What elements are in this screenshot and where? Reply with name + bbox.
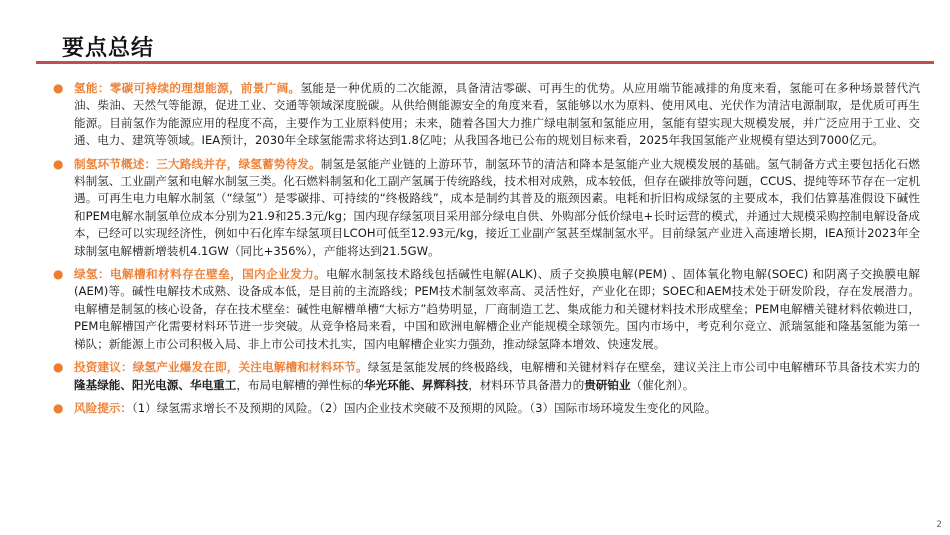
bullet-text: （1）绿氢需求增长不及预期的风险。（2）国内企业技术突破不及预期的风险。（3）国际市场环境发生变化的风险。 xyxy=(131,400,717,415)
page-number: 2 xyxy=(936,520,942,530)
bullet-heading: 绿氢：电解槽和材料存在壁垒，国内企业发力。 xyxy=(74,267,327,282)
flexible-stocks: 华光环能、昇辉科技 xyxy=(363,377,469,392)
bullet-dot-icon: ● xyxy=(53,81,64,95)
page-title: 要点总结 xyxy=(62,36,155,61)
bullet-green-hydrogen xyxy=(52,266,920,353)
bullet-hydrogen-production xyxy=(52,156,920,260)
bullet-text: 制氢是氢能产业链的上游环节，制氢环节的清洁和降本是氢能产业大规模发展的基础。氢气制备方式主要包括化石燃料制氢、工业副产氢和电解水制氢三类。化石燃料制氢和化工副产氢属于传统路线，技术相对成熟，成本较低，但存在碳排放等问题，CCUS、提纯等环节存在一定机遇。可再生电力电解水制氢（“绿氢”）是零碳排、可持续的“终极路线”，成本是制约其普及的瓶颈因素。电耗和折旧构成绿氢的主要成本，我们估算基准假设下碱性和PEM电解水制氢单位成本分别为21.9和25.3元/kg；国内现存绿氢项目采用部分绿电自供、外购部分低价绿电+长时运营的模式，并通过大规模采购控制电解设备成本，已经可以实现经济性，例如中石化库车绿氢项目LCOH可低至12.93元/kg，接近工业副产氢甚至煤制氢水平。目前绿氢产业进入高速增长期，IEA预计2023年全球制氢电解槽新增装机4.1GW（同比+356%），产能将达到21.5GW。 xyxy=(74,156,920,258)
bullet-hydrogen-energy xyxy=(52,80,920,150)
bullet-text: ，布局电解槽的弹性标的 xyxy=(236,377,364,392)
bullet-dot-icon: ● xyxy=(53,267,64,282)
bullet-heading: 风险提示： xyxy=(74,400,132,415)
recommended-stocks: 隆基绿能、阳光电源、华电重工 xyxy=(74,377,237,392)
bullet-dot-icon: ● xyxy=(53,360,64,375)
bullet-risk-warning xyxy=(52,400,920,417)
summary-list xyxy=(52,80,920,423)
bullet-heading: 投资建议：绿氢产业爆发在即，关注电解槽和材料环节。 xyxy=(74,360,368,375)
bullet-text: （催化剂）。 xyxy=(630,377,695,392)
bullet-text: ，材料环节具备潜力的 xyxy=(468,377,585,392)
bullet-text: 氢能是一种优质的二次能源，具备清洁零碳、可再生的优势。从应用端节能减排的角度来看，氢能可在多种场景替代汽油、柴油、天然气等能源，促进工业、交通等领域深度脱碳。从供给侧能源安全的角度来看，氢能够以水为原料、使用风电、光伏作为清洁电源制取，是优质可再生能源。目前氢作为能源应用的程度不高，主要作为工业原料使用；未来，随着各国大力推广绿电制氢和氢能应用，氢能有望实现大规模发展，并广泛应用于工业、交通、电力、建筑等领域。IEA预计，2030年全球氢能需求将达到1.8亿吨；从我国各地已公布的规划目标来看，2025年我国氢能产业规模有望达到7000亿元。 xyxy=(74,81,920,148)
bullet-investment-advice xyxy=(52,359,920,394)
bullet-heading: 氢能：零碳可持续的理想能源，前景广阔。 xyxy=(74,81,301,95)
bullet-dot-icon: ● xyxy=(53,156,64,171)
bullet-text: 电解水制氢技术路线包括碱性电解(ALK)、质子交换膜电解(PEM) 、固体氧化物电解(SOEC) 和阴离子交换膜电解(AEM)等。碱性电解技术成熟、设备成本低，是目前的主流路线；PEM技术制氢效率高、灵活性好，产业化在即；SOEC和AEM技术处于研发阶段，存在发展潜力。电解槽是制氢的核心设备，存在技术壁垒：碱性电解槽单槽“大标方”趋势明显，厂商制造工艺、集成能力和关键材料技术形成壁垒；PEM电解槽关键材料依赖进口，PEM电解槽国产化需要材料环节进一步突破。从竞争格局来看，中国和欧洲电解槽企业产能规模全球领先。国内市场中，考克利尔竞立、派瑞氢能和隆基氢能为第一梯队；新能源上市公司积极入局、非上市公司技术扎实，国内电解槽企业实力强劲，推动绿氢降本增效、快速发展。 xyxy=(74,267,920,351)
material-stock: 贵研铂业 xyxy=(584,377,631,392)
bullet-text: 绿氢是氢能发展的终极路线，电解槽和关键材料存在壁垒，建议关注上市公司中电解槽环节具备技术实力的 xyxy=(367,360,920,375)
bullet-heading: 制氢环节概述：三大路线并存，绿氢蓄势待发。 xyxy=(74,156,321,171)
title-divider xyxy=(36,61,934,64)
bullet-dot-icon: ● xyxy=(53,400,64,415)
